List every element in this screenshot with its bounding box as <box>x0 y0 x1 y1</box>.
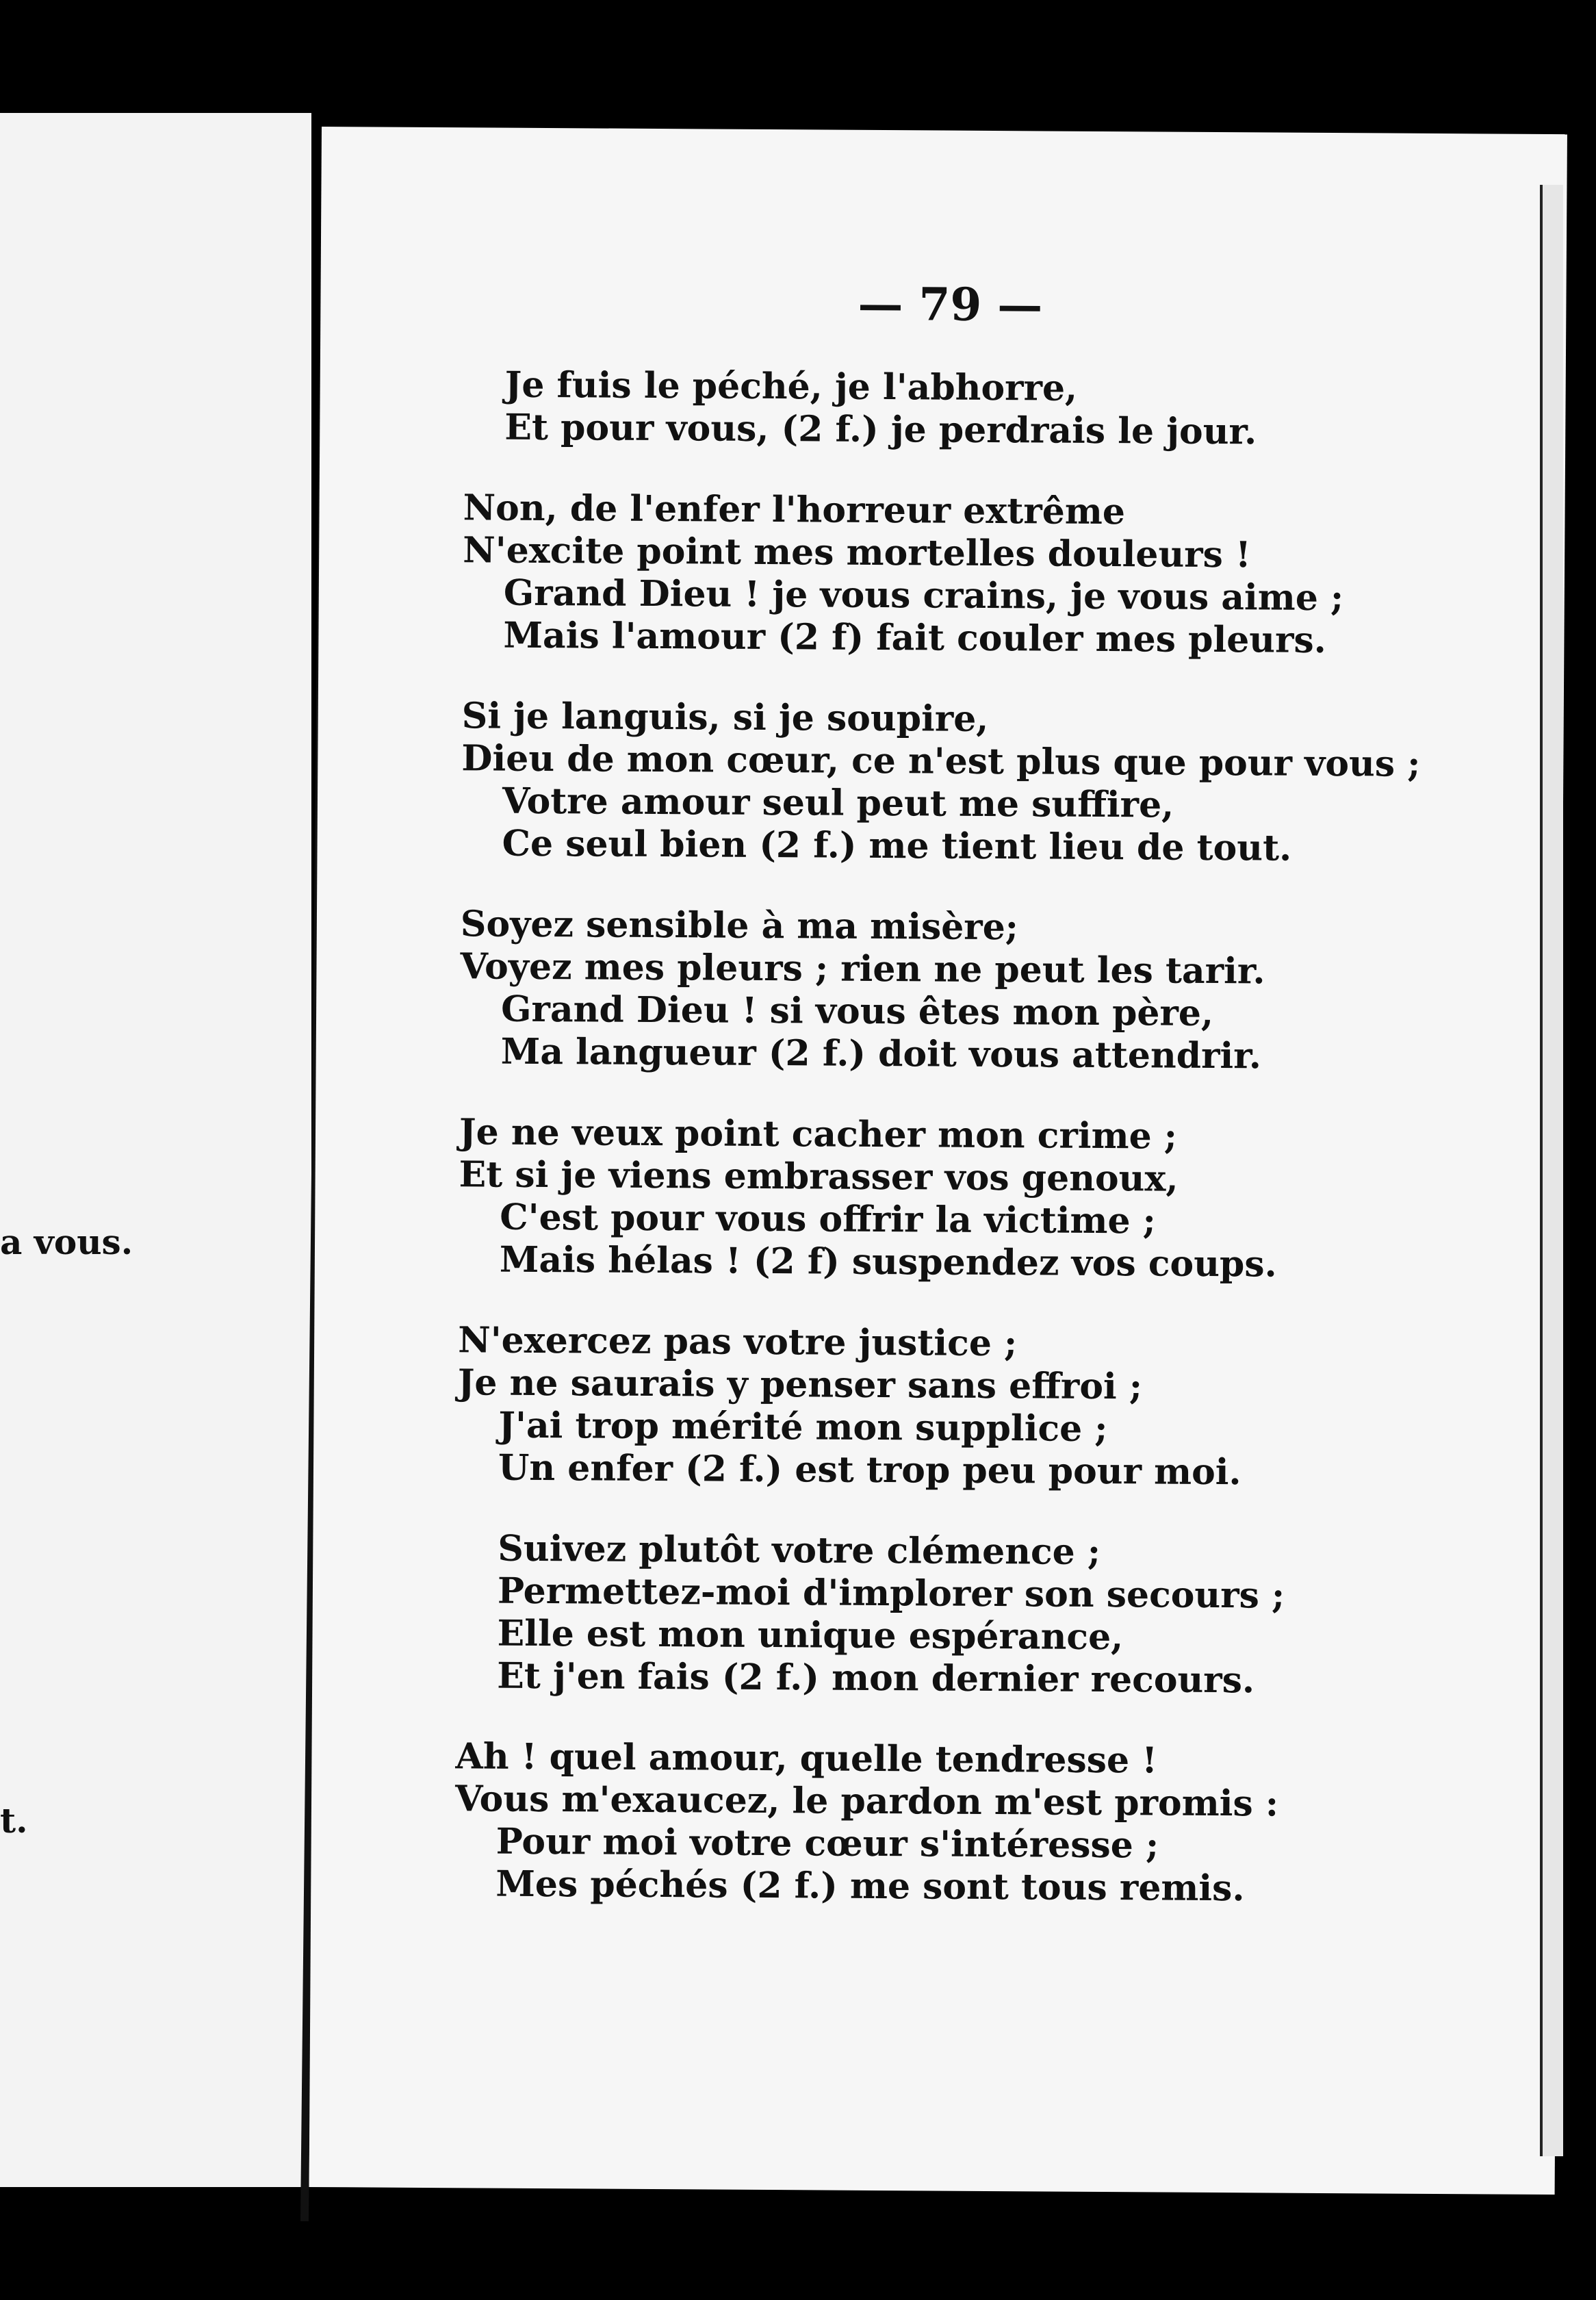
poem-line: Non, de l'enfer l'horreur extrême <box>463 487 1126 533</box>
page-number: — 79 — <box>858 277 1043 332</box>
poem-line: Grand Dieu ! je vous crains, je vous aime ; <box>503 572 1344 619</box>
poem-line: Dieu de mon cœur, ce n'est plus que pour vous ; <box>461 737 1421 785</box>
left-page-fragment: t. <box>0 1800 28 1841</box>
poem-line: N'excite point mes mortelles douleurs ! <box>463 529 1252 576</box>
page-edge <box>1540 185 1563 2156</box>
poem-line: Suivez plutôt votre clémence ; <box>498 1527 1101 1573</box>
stanza <box>457 1319 1526 1496</box>
poem-line: Ma langueur (2 f.) doit vous attendrir. <box>500 1030 1262 1077</box>
poem-line: J'ai trop mérité mon supplice ; <box>498 1404 1108 1451</box>
stanza <box>456 1527 1524 1704</box>
poem-line: C'est pour vous offrir la victime ; <box>500 1196 1157 1242</box>
left-page-fragment: a vous. <box>0 1222 133 1262</box>
poem-line: Voyez mes pleurs ; rien ne peut les tarir. <box>460 945 1265 993</box>
poem-line: Ce seul bien (2 f.) me tient lieu de tout. <box>502 822 1292 869</box>
poem-line: Votre amour seul peut me suffire, <box>502 780 1174 826</box>
poem-line: Permettez-moi d'implorer son secours ; <box>497 1570 1285 1617</box>
poem-line: Et si je viens embrasser vos genoux, <box>459 1153 1179 1200</box>
stanza <box>461 695 1529 871</box>
poem-line: Je fuis le péché, je l'abhorre, <box>504 363 1078 409</box>
stanza <box>462 487 1530 663</box>
stanza <box>454 1735 1523 1912</box>
left-page <box>0 113 311 2187</box>
stanza <box>459 1111 1527 1288</box>
poem-line: N'exercez pas votre justice ; <box>457 1319 1018 1365</box>
poem-line: Elle est mon unique espérance, <box>497 1612 1124 1659</box>
poem-line: Je ne saurais y penser sans effroi ; <box>457 1362 1143 1408</box>
poem-line: Grand Dieu ! si vous êtes mon père, <box>500 988 1214 1034</box>
poem-line: Ah ! quel amour, quelle tendresse ! <box>455 1735 1158 1782</box>
poem-line: Un enfer (2 f.) est trop peu pour moi. <box>498 1446 1241 1494</box>
poem-line: Mes péchés (2 f.) me sont tous remis. <box>495 1863 1245 1910</box>
poem-line: Et j'en fais (2 f.) mon dernier recours. <box>496 1654 1255 1702</box>
poem-line: Mais hélas ! (2 f) suspendez vos coups. <box>499 1238 1277 1286</box>
poem-line: Mais l'amour (2 f) fait couler mes pleurs. <box>503 614 1327 661</box>
poem-line: Si je languis, si je soupire, <box>461 695 989 740</box>
poem-line: Vous m'exaucez, le pardon m'est promis : <box>454 1778 1279 1825</box>
poem-line: Je ne veux point cacher mon crime ; <box>459 1111 1178 1158</box>
poem-line: Pour moi votre cœur s'intéresse ; <box>495 1820 1159 1867</box>
poem-line: Et pour vous, (2 f.) je perdrais le jour. <box>504 406 1257 453</box>
right-page <box>309 127 1567 2195</box>
stanza <box>463 363 1532 455</box>
stanza <box>460 903 1528 1079</box>
poem-body <box>454 363 1532 1950</box>
poem-line: Soyez sensible à ma misère; <box>460 903 1019 949</box>
